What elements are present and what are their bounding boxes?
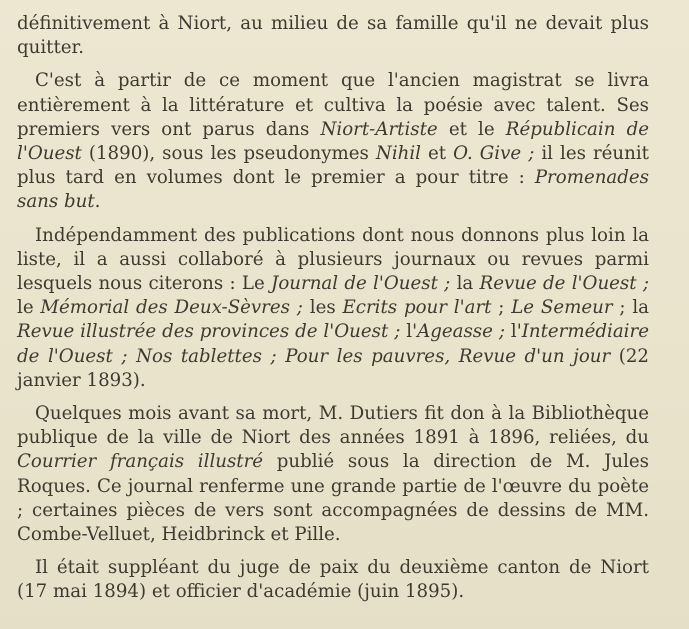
text-run: la — [450, 273, 480, 295]
text-run: l' — [400, 321, 418, 343]
text-run: il les réunit plus tard en volumes dont le premier a pour titre : — [17, 143, 649, 189]
text-run: les — [302, 297, 343, 319]
text-run: et le — [437, 118, 506, 140]
text-run: l' — [504, 321, 522, 343]
text-run: le — [17, 297, 41, 319]
italic-title-run: Ageasse ; — [417, 321, 505, 343]
text-run: (22 janvier 1893). — [17, 345, 649, 391]
italic-title-run: Courrier français illustré — [17, 451, 264, 473]
italic-title-run: Revue de l'Ouest ; — [479, 273, 649, 295]
italic-title-run: Républicain de l'Ouest — [17, 118, 649, 165]
paragraph-5 — [17, 556, 649, 604]
paragraph-2 — [17, 69, 649, 214]
text-run: ; la — [612, 297, 649, 319]
text-run: Indépendamment des publications dont nous donnons plus loin la liste, il a aussi collaboré à plusieurs journaux ou revues parmi lesquels nous citerons : Le — [17, 224, 649, 295]
text-run: ; — [491, 297, 512, 319]
paragraph-3 — [17, 224, 649, 393]
page-text — [17, 12, 649, 605]
italic-title-run: Journal de l'Ouest ; — [271, 273, 451, 295]
italic-title-run: Mémorial des Deux-Sèvres ; — [40, 297, 303, 319]
text-run: Quelques mois avant sa mort, M. Dutiers fit don à la Bibliothèque publique de la ville de Niort des années 1891 à 1896, reliées, du — [17, 403, 649, 449]
text-run: (1890), sous les pseudonymes — [81, 143, 376, 165]
text-run: Il était suppléant du juge de paix du deuxième canton de Niort (17 mai 1894) et officier d'académie (juin 1895). — [17, 557, 649, 603]
italic-title-run: Promenades sans but — [17, 167, 649, 213]
italic-title-run: O. Give ; — [453, 143, 535, 165]
paragraph-4 — [17, 402, 649, 547]
italic-title-run: Revue illustrée des provinces de l'Ouest ; — [17, 321, 401, 343]
italic-title-run: Intermédiaire de l'Ouest ; Nos tablettes ; Pour les pauvres, Revue d'un jour — [17, 321, 649, 367]
italic-title-run: Niort-Artiste — [320, 118, 438, 140]
italic-title-run: Ecrits pour l'art — [342, 297, 492, 319]
paragraph-1 — [17, 12, 649, 60]
text-run: définitivement à Niort, au milieu de sa famille qu'il ne devait plus quitter. — [17, 13, 649, 59]
italic-title-run: Nihil — [375, 143, 421, 165]
text-run: C'est à partir de ce moment que l'ancien magistrat se livra entièrement à la littérature et cultiva la poésie avec talent. Ses premiers vers ont parus dans — [17, 70, 649, 140]
text-run: publié sous la direction de M. Jules Roques. Ce journal renferme une grande partie de l'œuvre du poète ; certaines pièces de vers sont accompagnées de dessins de MM. Combe-Velluet, Heidbrinck et Pille. — [17, 451, 649, 546]
text-run: . — [94, 191, 101, 213]
text-run: et — [420, 143, 454, 165]
italic-title-run: Le Semeur — [511, 297, 613, 319]
